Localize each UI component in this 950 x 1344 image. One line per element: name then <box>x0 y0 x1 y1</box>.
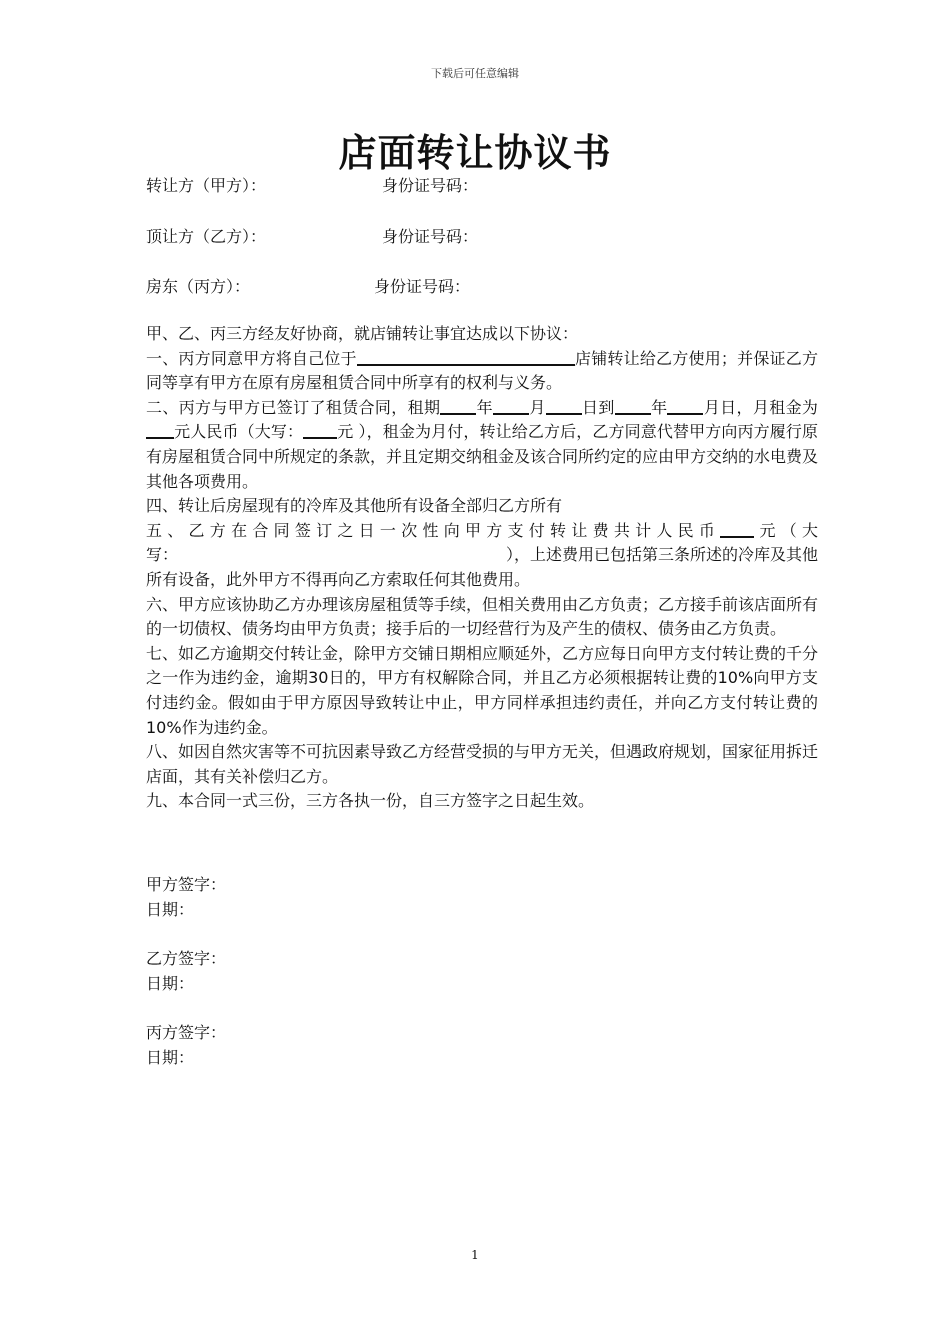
clause-8: 八、如因自然灾害等不可抗因素导致乙方经营受损的与甲方无关，但遇政府规划，国家征用拆迁店面，其有关补偿归乙方。 <box>146 742 819 786</box>
page-number: 1 <box>471 1248 479 1262</box>
header-note: 下载后可任意编辑 <box>431 67 519 80</box>
party-transferee <box>146 225 646 249</box>
date-label: 日期： <box>146 900 195 919</box>
clause-text: 年 <box>650 397 668 417</box>
clause-text: 一、丙方同意甲方将自己位于 <box>146 348 357 368</box>
signature-label: 甲方签字： <box>146 875 227 894</box>
clause-intro: 甲、乙、丙三方经友好协商，就店铺转让事宜达成以下协议： <box>146 324 579 343</box>
clause-text: 店铺转让给乙方使用；并保证乙方同等享有甲方在原有房屋租赁合同中所享有的权利与义务。 <box>146 348 818 393</box>
signature-block-party-b <box>146 946 226 996</box>
party-transferor <box>146 174 646 198</box>
clause-text: 年 <box>476 397 493 417</box>
date-label: 日期： <box>146 974 195 993</box>
party-label: 转让方（甲方）： <box>146 176 267 195</box>
clause-text: 日，月租金为 <box>720 397 818 417</box>
agreement-body <box>146 322 818 814</box>
blank-month-end[interactable] <box>667 397 703 415</box>
blank-month-start[interactable] <box>493 397 529 415</box>
signature-block-party-c <box>146 1020 226 1070</box>
id-number-label: 身份证号码： <box>382 176 479 195</box>
clause-text: 月 <box>703 397 721 417</box>
document-title: 店面转让协议书 <box>338 131 612 175</box>
blank-year-start[interactable] <box>440 397 476 415</box>
party-label: 房东（丙方）： <box>146 277 251 296</box>
blank-rent-amount[interactable] <box>146 421 174 439</box>
clause-text: 二、丙方与甲方已签订了租赁合同，租期 <box>146 397 441 417</box>
clause-text: 元 ），租金为月付，转让给乙方后，乙方同意代替甲方向丙方履行原有房屋租赁合同中所规定的条款，并且定期交纳租金及该合同所约定的应由甲方交纳的水电费及其他各项费用。 <box>146 422 819 491</box>
clause-text: 月 <box>529 397 546 417</box>
blank-transfer-fee[interactable] <box>720 520 754 538</box>
date-label: 日期： <box>146 1048 195 1067</box>
blank-location[interactable] <box>357 348 575 366</box>
signature-label: 乙方签字： <box>146 949 227 968</box>
clause-5 <box>146 519 818 593</box>
party-landlord <box>146 275 646 299</box>
clause-2 <box>146 396 818 494</box>
party-label: 顶让方（乙方）： <box>146 227 267 246</box>
clause-1 <box>146 347 818 396</box>
clause-text: 五、乙方在合同签订之日一次性向甲方支付转让费共计人民币 <box>146 520 721 540</box>
id-number-label: 身份证号码： <box>382 227 479 246</box>
blank-rent-uppercase[interactable] <box>303 421 337 439</box>
blank-day-start[interactable] <box>546 397 582 415</box>
clause-6: 六、甲方应该协助乙方办理该房屋租赁等手续，但相关费用由乙方负责；乙方接手前该店面所有的一切债权、债务均由甲方负责；接手后的一切经营行为及产生的债权、债务由乙方负责。 <box>146 594 819 639</box>
clause-text: 日到 <box>581 397 615 417</box>
signature-block-party-a <box>146 872 226 922</box>
clause-4: 四、转让后房屋现有的冷库及其他所有设备全部归乙方所有 <box>146 496 563 516</box>
clause-9: 九、本合同一式三份，三方各执一份，自三方签字之日起生效。 <box>146 791 595 811</box>
blank-year-end[interactable] <box>615 397 651 415</box>
clause-text: 元人民币（大写： <box>174 422 304 442</box>
clause-text: 元（大写： ），上述费用已包括第三条所述的冷库及其他所有设备，此外甲方不得再向乙方索取任何其他费用。 <box>146 520 819 589</box>
id-number-label: 身份证号码： <box>374 277 471 296</box>
clause-7: 七、如乙方逾期交付转让金，除甲方交铺日期相应顺延外，乙方应每日向甲方支付转让费的千分之一作为违约金，逾期30日的，甲方有权解除合同，并且乙方必须根据转让费的10%向甲方支付违约金。假如由于甲方原因导致转让中止，甲方同样承担违约责任，并向乙方支付转让费的10%作为违约金。 <box>146 643 819 737</box>
signature-label: 丙方签字： <box>146 1023 227 1042</box>
